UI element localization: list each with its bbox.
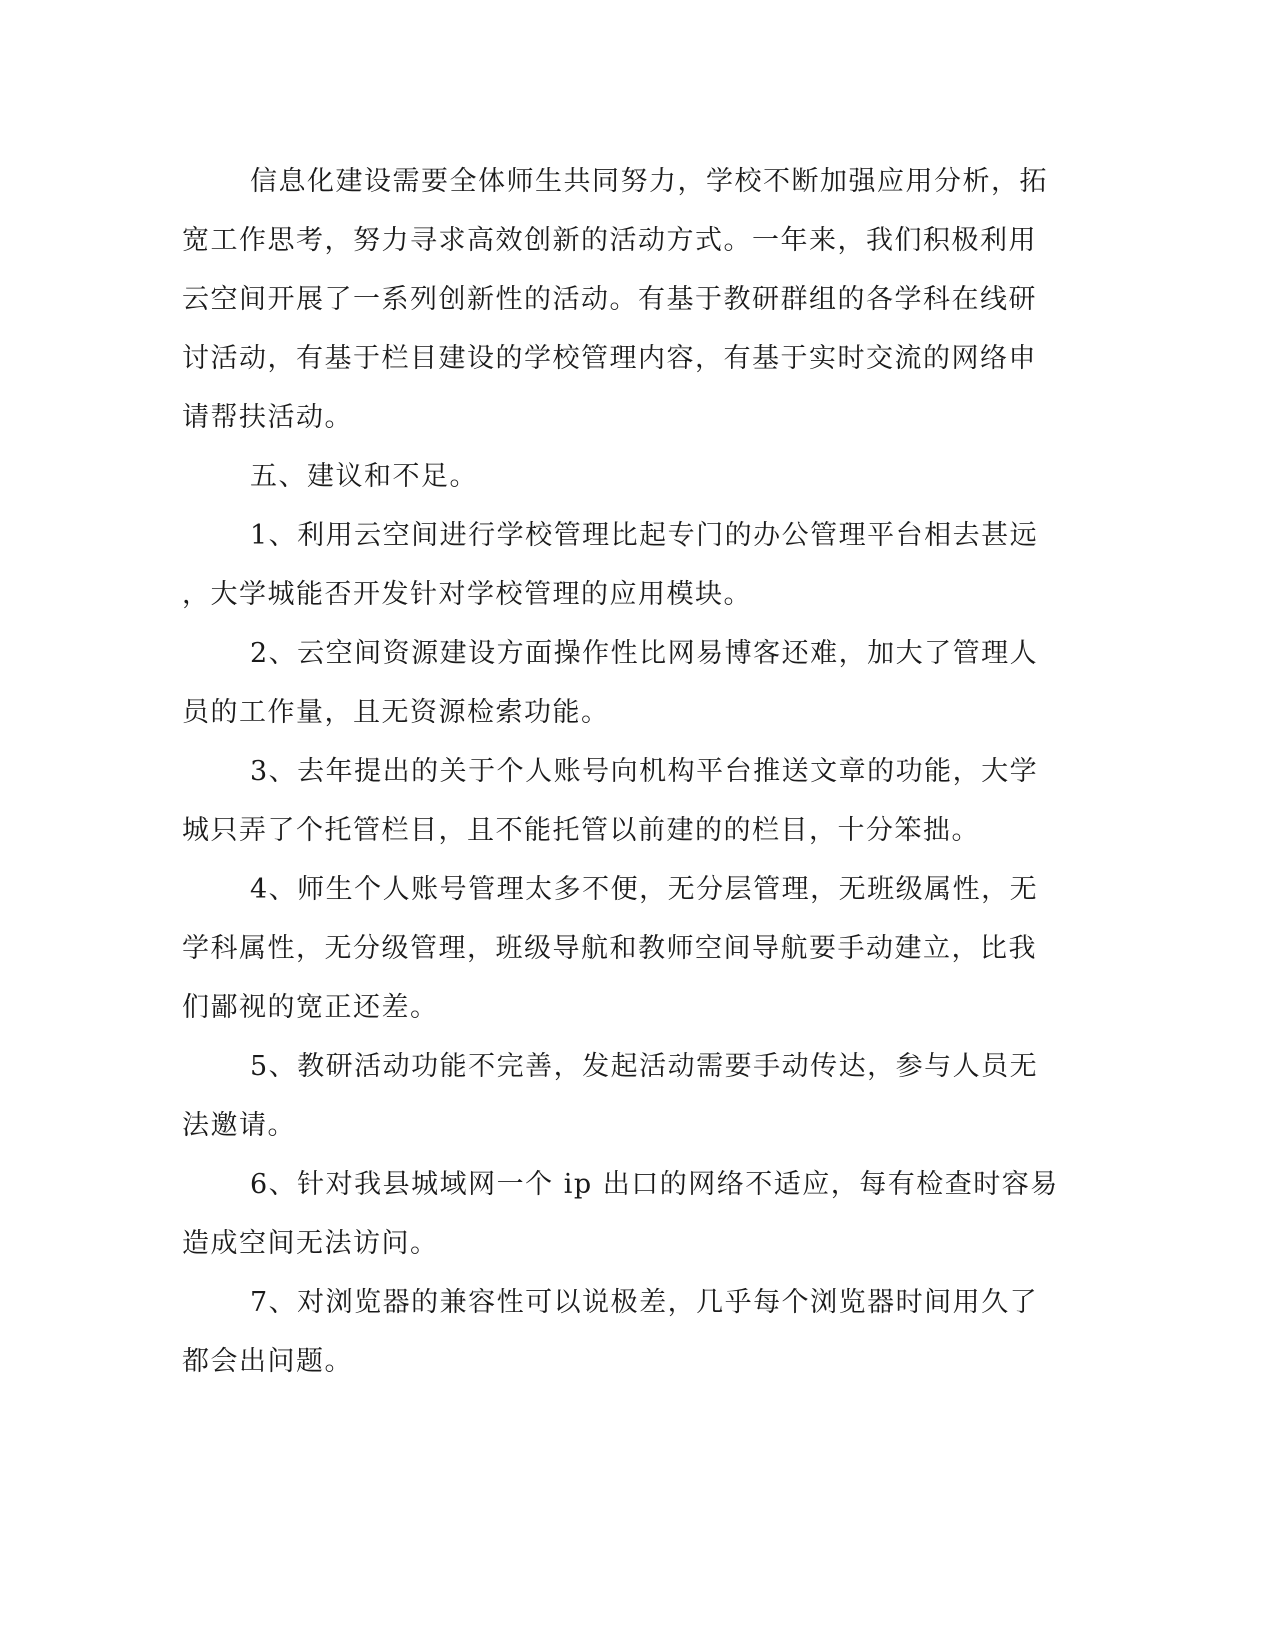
suggestion-item-1 [182,506,1039,624]
suggestion-item-2 [182,624,1039,742]
text-line: 学科属性，无分级管理，班级导航和教师空间导航要手动建立，比我 [182,933,1037,964]
text-line: 请帮扶活动。 [182,402,353,433]
text-line: 7、对浏览器的兼容性可以说极差，几乎每个浏览器时间用久了 [250,1287,1039,1318]
text-line: 1、利用云空间进行学校管理比起专门的办公管理平台相去甚远 [250,520,1039,551]
text-line: 云空间开展了一系列创新性的活动。有基于教研群组的各学科在线研 [182,284,1037,315]
text-line: ，大学城能否开发针对学校管理的应用模块。 [182,579,752,610]
text-line: 4、师生个人账号管理太多不便，无分层管理，无班级属性，无 [250,874,1039,905]
text-line: 们鄙视的宽正还差。 [182,992,439,1023]
text-line: 2、云空间资源建设方面操作性比网易博客还难，加大了管理人 [250,638,1039,669]
text-line: 宽工作思考，努力寻求高效创新的活动方式。一年来，我们积极利用 [182,225,1037,256]
suggestion-item-5 [182,1037,1039,1155]
suggestion-item-7 [182,1273,1039,1391]
text-line: 员的工作量，且无资源检索功能。 [182,697,610,728]
text-line: 5、教研活动功能不完善，发起活动需要手动传达，参与人员无 [250,1051,1039,1082]
text-line: 造成空间无法访问。 [182,1228,439,1259]
suggestion-item-3 [182,742,1039,860]
text-line: 信息化建设需要全体师生共同努力，学校不断加强应用分析，拓 [250,166,1048,197]
document-body [182,152,1059,1391]
paragraph-informatization [182,152,1048,447]
text-line: 讨活动，有基于栏目建设的学校管理内容，有基于实时交流的网络申 [182,343,1037,374]
text-line: 法邀请。 [182,1110,296,1141]
section-heading [182,447,1027,506]
text-line: 3、去年提出的关于个人账号向机构平台推送文章的功能，大学 [250,756,1039,787]
section-title: 五、建议和不足。 [250,461,478,492]
text-line: 都会出问题。 [182,1346,353,1377]
text-line: 城只弄了个托管栏目，且不能托管以前建的的栏目，十分笨拙。 [182,815,980,846]
suggestion-item-6 [182,1155,1059,1273]
text-line: 6、针对我县城域网一个 ip 出口的网络不适应，每有检查时容易 [250,1169,1059,1200]
suggestion-item-4 [182,860,1039,1037]
